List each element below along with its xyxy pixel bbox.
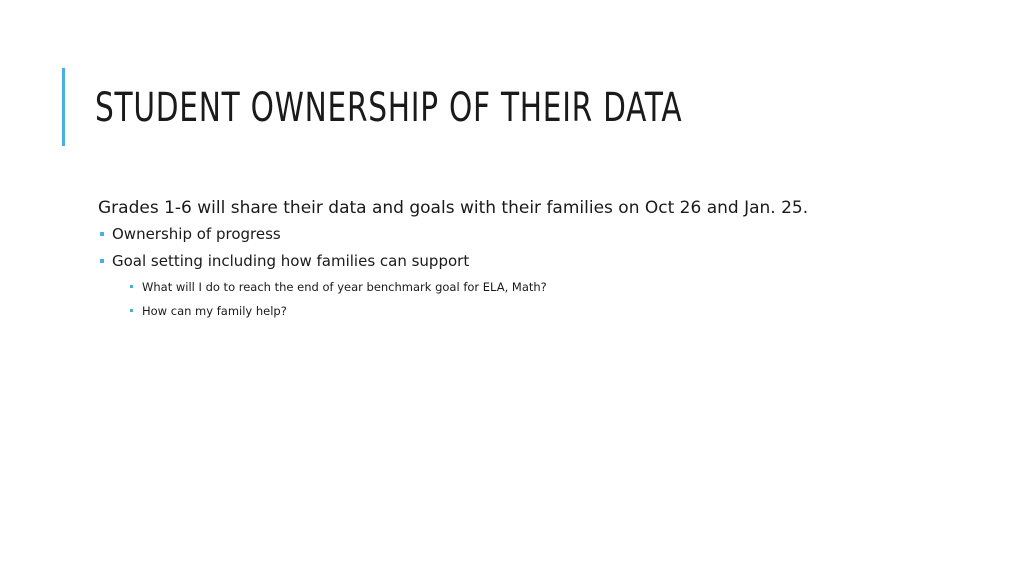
sub-bullet-text: What will I do to reach the end of year benchmark goal for ELA, Math? <box>142 280 547 294</box>
list-item <box>98 248 888 323</box>
square-bullet-icon <box>130 309 133 312</box>
list-item <box>128 275 888 299</box>
body-paragraph: Grades 1-6 will share their data and goals with their families on Oct 26 and Jan. 25. <box>98 198 809 218</box>
slide-title: STUDENT OWNERSHIP OF THEIR DATA <box>95 85 683 131</box>
bullet-text: Goal setting including how families can support <box>112 252 470 270</box>
slide-body <box>98 196 888 323</box>
bullet-list <box>98 221 888 323</box>
sub-bullet-list <box>112 275 888 323</box>
title-accent-bar <box>62 68 65 146</box>
square-bullet-icon <box>100 259 104 263</box>
list-item <box>98 221 888 248</box>
sub-bullet-text: How can my family help? <box>142 304 287 318</box>
bullet-text: Ownership of progress <box>112 225 281 243</box>
square-bullet-icon <box>100 232 104 236</box>
list-item <box>128 299 888 323</box>
square-bullet-icon <box>130 285 133 288</box>
